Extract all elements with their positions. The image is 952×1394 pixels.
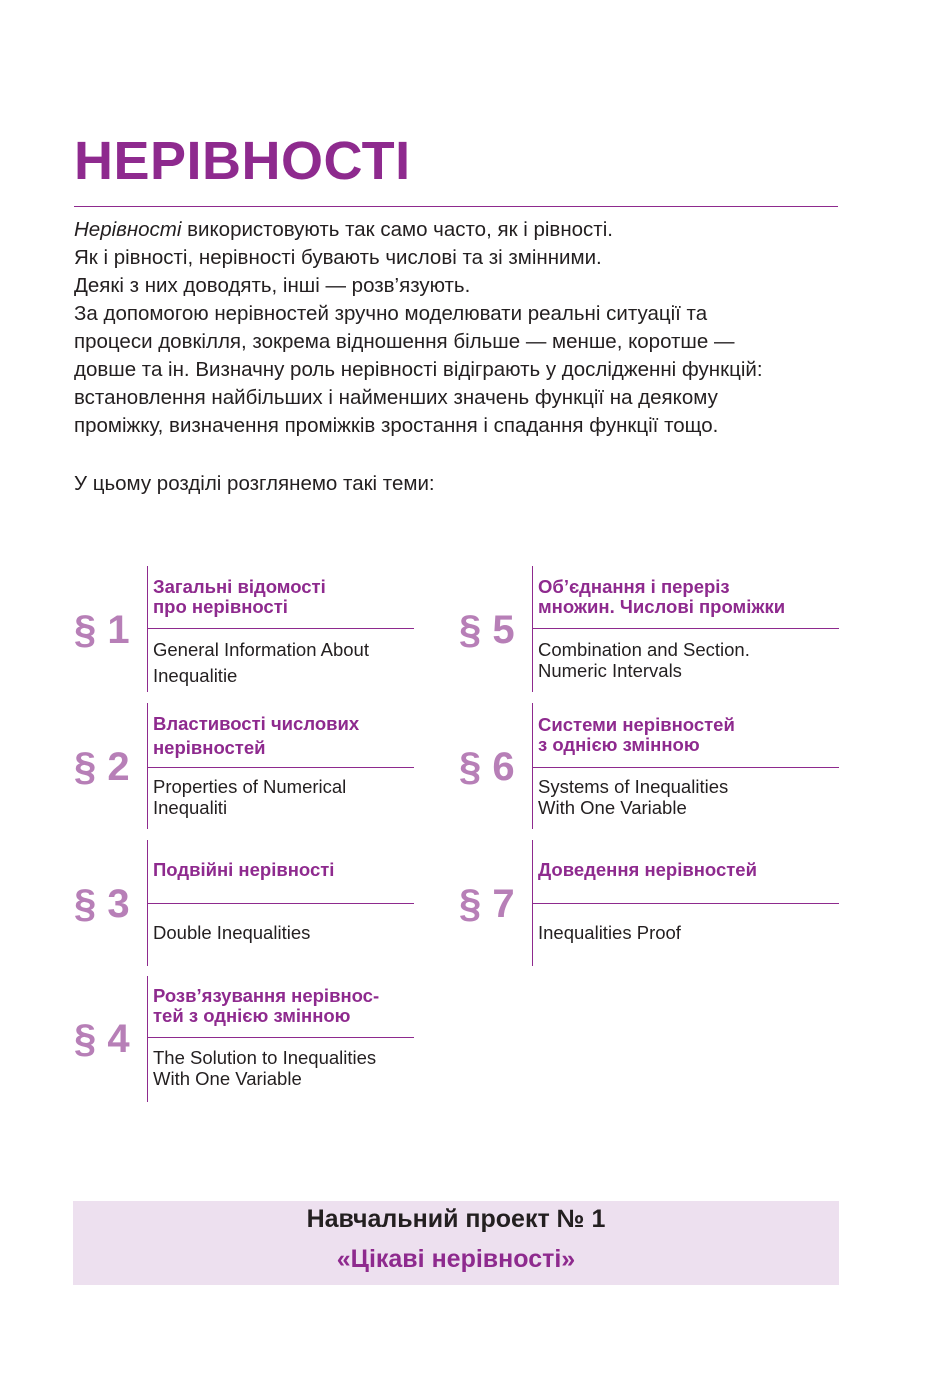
section-number: § 6 — [459, 745, 515, 789]
section-title-en-line: With One Variable — [153, 1068, 302, 1089]
section-vertical-rule — [147, 976, 148, 1102]
section-divider — [147, 628, 414, 629]
section-title-en — [153, 637, 414, 689]
section-4[interactable] — [74, 976, 414, 1102]
project-banner[interactable] — [73, 1201, 839, 1285]
section-title-en — [153, 922, 414, 943]
section-title-en-line: Numeric Intervals — [538, 660, 682, 681]
section-title-ua — [538, 715, 839, 755]
intro-text — [74, 216, 864, 440]
section-title-en — [538, 639, 839, 681]
intro-line: Як і рівності, нерівності бувають числові та зі змінними. — [74, 246, 602, 269]
section-title-ua-line: Системи нерівностей — [538, 714, 735, 735]
section-1[interactable] — [74, 566, 414, 692]
section-title-ua-line: множин. Числові проміжки — [538, 596, 786, 617]
section-7[interactable] — [459, 840, 839, 966]
title-divider — [74, 206, 838, 207]
intro-line: процеси довкілля, зокрема відношення більше — менше, коротше — — [74, 330, 735, 353]
section-title-en-line: Double Inequalities — [153, 922, 311, 943]
section-title-en-line: Inequalitie — [153, 665, 238, 686]
section-title-ua — [153, 860, 414, 880]
section-title-en-line: Systems of Inequalities — [538, 776, 729, 797]
section-vertical-rule — [147, 566, 148, 692]
section-title-en-line: Properties of Numerical — [153, 776, 347, 797]
section-divider — [147, 767, 414, 768]
section-title-en-line: Combination and Section. — [538, 639, 750, 660]
section-6[interactable] — [459, 703, 839, 829]
section-title-en — [153, 1047, 414, 1089]
section-title-en — [538, 776, 839, 818]
intro-line: проміжку, визначення проміжків зростання і спадання функції тощо. — [74, 414, 719, 437]
section-number: § 4 — [74, 1017, 130, 1061]
intro-line: встановлення найбільших і найменших значень функції на деякому — [74, 386, 718, 409]
section-title-ua — [153, 986, 414, 1026]
section-divider — [532, 628, 839, 629]
section-title-ua-line: Розв’язування нерівнос- — [153, 985, 380, 1006]
section-title-ua-line: з однією змінною — [538, 734, 700, 755]
section-number: § 3 — [74, 882, 130, 926]
intro-emphasis: Нерівності — [74, 218, 182, 241]
section-title-ua-line: тей з однією змінною — [153, 1005, 351, 1026]
project-title: «Цікаві нерівності» — [336, 1245, 576, 1273]
section-number: § 7 — [459, 882, 515, 926]
section-title-en — [153, 776, 414, 818]
section-3[interactable] — [74, 840, 414, 966]
section-title-ua-line: Подвійні нерівності — [153, 859, 335, 880]
section-title-ua-line: Доведення нерівностей — [538, 859, 757, 880]
section-title-en-line: Inequaliti — [153, 797, 228, 818]
section-title-ua — [153, 712, 414, 760]
section-number: § 5 — [459, 608, 515, 652]
section-5[interactable] — [459, 566, 839, 692]
section-title-ua-line: Об’єднання і переріз — [538, 576, 730, 597]
section-title-ua-line: нерівностей — [153, 737, 266, 758]
intro-line: довше та ін. Визначну роль нерівності відіграють у дослідженні функцій: — [74, 358, 763, 381]
section-title-en-line: Inequalities Proof — [538, 922, 681, 943]
section-vertical-rule — [532, 566, 533, 692]
section-title-ua-line: Властивості числових — [153, 713, 360, 734]
project-label: Навчальний проект № 1 — [306, 1205, 606, 1233]
section-title-ua-line: Загальні відомості — [153, 576, 326, 597]
section-vertical-rule — [532, 703, 533, 829]
section-title-en — [538, 922, 839, 943]
chapter-title: НЕРІВНОСТІ — [74, 131, 411, 191]
section-divider — [532, 903, 839, 904]
section-title-ua-line: про нерівності — [153, 596, 288, 617]
themes-intro: У цьому розділі розглянемо такі теми: — [74, 472, 435, 495]
section-divider — [532, 767, 839, 768]
intro-line — [74, 216, 864, 244]
section-title-ua — [538, 860, 839, 880]
section-vertical-rule — [147, 703, 148, 829]
section-title-ua — [538, 577, 839, 617]
section-number: § 1 — [74, 608, 130, 652]
section-2[interactable] — [74, 703, 414, 829]
intro-line: Деякі з них доводять, інші — розв’язують. — [74, 274, 471, 297]
intro-line-rest: використовують так само часто, як і рівності. — [181, 218, 613, 241]
section-title-en-line: General Information About — [153, 639, 369, 660]
section-title-en-line: The Solution to Inequalities — [153, 1047, 377, 1068]
section-title-en-line: With One Variable — [538, 797, 687, 818]
section-title-ua — [153, 577, 414, 617]
section-divider — [147, 903, 414, 904]
intro-line: За допомогою нерівностей зручно моделювати реальні ситуації та — [74, 302, 708, 325]
section-number: § 2 — [74, 745, 130, 789]
section-divider — [147, 1037, 414, 1038]
